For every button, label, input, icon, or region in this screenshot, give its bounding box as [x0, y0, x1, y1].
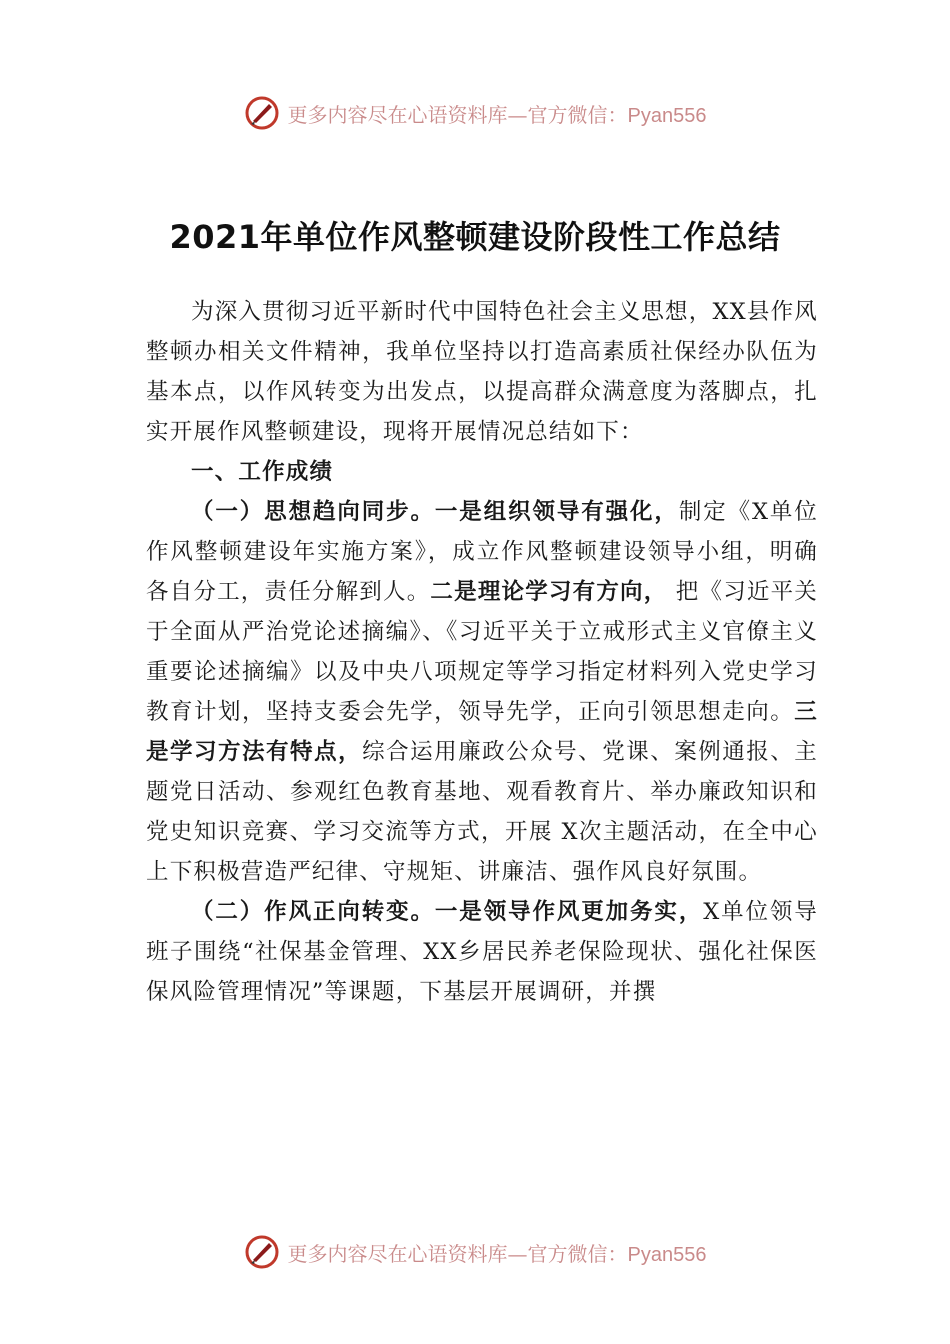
ink-brush-seal-icon	[244, 1234, 280, 1270]
document-body	[146, 292, 818, 1012]
document-title: 2021年单位作风整顿建设阶段性工作总结	[169, 218, 781, 256]
watermark-wechat-id: Pyan556	[627, 1243, 707, 1266]
paragraph-bold-point: 二是理论学习有方向，	[430, 579, 668, 605]
paragraph-text: 综合运用廉政公众号、党课、案例通报、主题党日活动、参观红色教育基地、观看教育片、举办廉政知识和党史知识竞赛、学习交流等方式，开展 X次主题活动，在全中心上下积极营造严纪律、守规矩、讲廉洁、强作风良好氛围。	[146, 739, 818, 885]
paragraph-text: 制定《X单位作风整顿建设年实施方案》，成立作风整顿建设领导小组，明确各自分工，责任分解到人。	[146, 499, 818, 605]
watermark-wechat-id: Pyan556	[627, 104, 707, 127]
paragraph-lead: （一）思想趋向同步。一是组织领导有强化，	[191, 499, 679, 525]
paragraph-text: X单位领导班子围绕“社保基金管理、XX乡居民养老保险现状、强化社保医保风险管理情况”等课题，下基层开展调研，并撰	[146, 899, 818, 1005]
section-heading: 一、工作成绩	[191, 459, 334, 485]
header-watermark	[0, 93, 950, 133]
paragraph-bold-point: 三是学习方法有特点，	[146, 699, 818, 765]
paragraph-style-change	[146, 892, 818, 1012]
paragraph-text: 把《习近平关于全面从严治党论述摘编》、《习近平关于立戒形式主义官僚主义重要论述摘编》以及中央八项规定等学习指定材料列入党史学习教育计划，坚持支委会先学，领导先学，正向引领思想走向。	[146, 579, 818, 725]
ink-brush-seal-icon	[244, 95, 280, 131]
footer-watermark	[0, 1232, 950, 1272]
paragraph-lead: （二）作风正向转变。一是领导作风更加务实，	[191, 899, 704, 925]
watermark-text: 更多内容尽在心语资料库—官方微信：	[287, 102, 628, 127]
intro-paragraph: 为深入贯彻习近平新时代中国特色社会主义思想，XX县作风整顿办相关文件精神，我单位坚持以打造高素质社保经办队伍为基本点，以作风转变为出发点，以提高群众满意度为落脚点，扎实开展作风整顿建设，现将开展情况总结如下：	[146, 299, 818, 445]
watermark-text: 更多内容尽在心语资料库—官方微信：	[287, 1241, 628, 1266]
paragraph-ideology	[146, 492, 818, 892]
